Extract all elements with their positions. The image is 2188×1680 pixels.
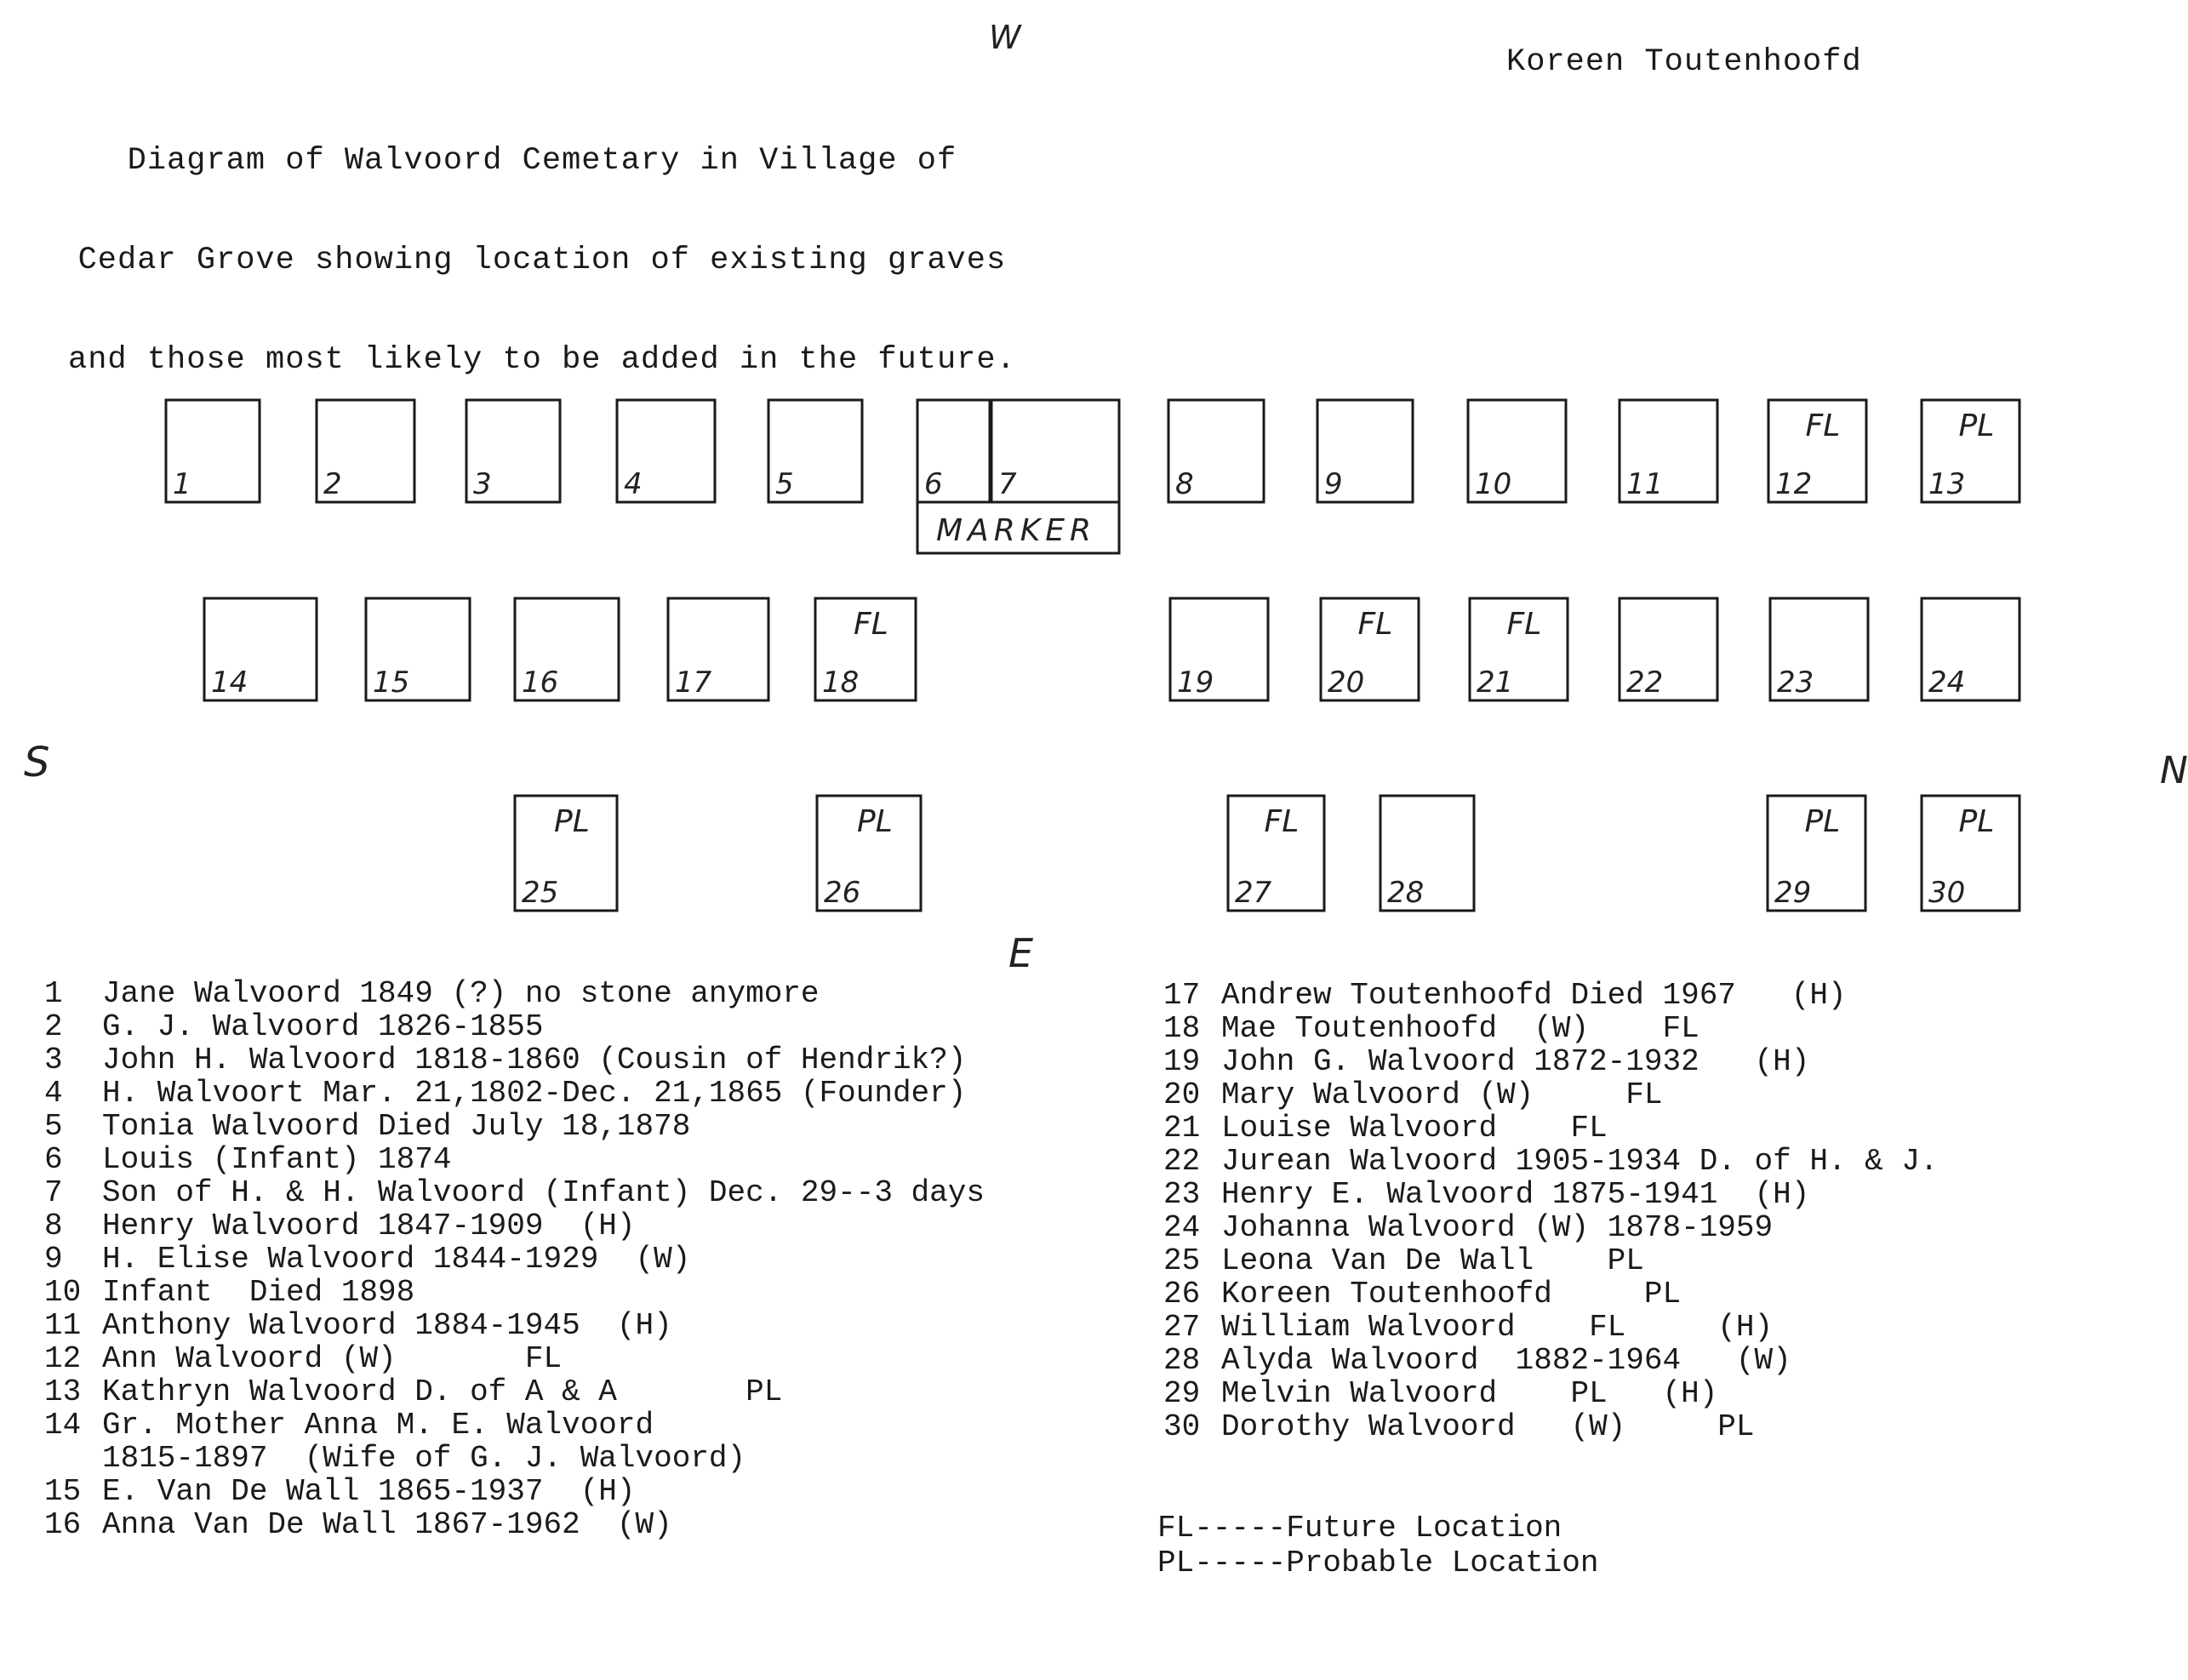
legend-entry-number: 13 bbox=[44, 1374, 82, 1409]
legend-entry bbox=[44, 1276, 985, 1309]
plot-location-tag: FL bbox=[1264, 804, 1300, 839]
grave-plot-30 bbox=[1922, 796, 2019, 911]
legend-entry-number: 6 bbox=[44, 1142, 63, 1177]
legend-entry bbox=[44, 1243, 985, 1276]
grave-plot-29 bbox=[1768, 796, 1865, 911]
legend-entry-number: 15 bbox=[44, 1474, 82, 1509]
grave-plot-1 bbox=[166, 400, 260, 502]
legend-entry-text: Louise Walvoord FL bbox=[1221, 1111, 1608, 1146]
legend-entry-number: 11 bbox=[44, 1308, 82, 1343]
legend-entry-number: 21 bbox=[1163, 1111, 1201, 1146]
plot-number: 20 bbox=[1328, 666, 1365, 700]
plot-location-tag: PL bbox=[1958, 409, 1995, 443]
legend-entry-number: 30 bbox=[1163, 1409, 1201, 1444]
key-future-location: FL-----Future Location bbox=[1157, 1511, 1562, 1546]
grave-plot-19 bbox=[1170, 598, 1268, 700]
grave-legend-left bbox=[44, 977, 985, 1541]
legend-entry-number: 27 bbox=[1163, 1310, 1201, 1345]
plot-number: 28 bbox=[1387, 876, 1425, 910]
legend-entry bbox=[44, 1375, 985, 1409]
legend-entry-number: 1 bbox=[44, 976, 63, 1011]
legend-entry-number: 22 bbox=[1163, 1144, 1201, 1179]
legend-entry-text: Jane Walvoord 1849 (?) no stone anymore bbox=[102, 976, 820, 1011]
legend-entry-text: Gr. Mother Anna M. E. Walvoord bbox=[102, 1408, 654, 1443]
plot-number: 5 bbox=[775, 467, 794, 501]
legend-entry bbox=[44, 1043, 985, 1077]
legend-entry bbox=[1163, 979, 1939, 1012]
grave-plot-28 bbox=[1380, 796, 1474, 911]
legend-entry-text: H. Elise Walvoord 1844-1929 (W) bbox=[102, 1242, 691, 1277]
legend-entry bbox=[44, 977, 985, 1010]
legend-entry-text: Koreen Toutenhoofd PL bbox=[1221, 1277, 1682, 1311]
legend-entry bbox=[1163, 1277, 1939, 1311]
plot-location-tag: PL bbox=[1804, 804, 1841, 839]
legend-entry bbox=[1163, 1178, 1939, 1211]
plot-number: 21 bbox=[1477, 666, 1514, 700]
legend-entry-text: Melvin Walvoord PL (H) bbox=[1221, 1376, 1718, 1411]
grave-plot-24 bbox=[1922, 598, 2019, 700]
plot-number: 2 bbox=[323, 467, 342, 501]
legend-entry bbox=[44, 1176, 985, 1209]
legend-entry-number: 26 bbox=[1163, 1277, 1201, 1311]
legend-entry-text: Son of H. & H. Walvoord (Infant) Dec. 29--3 days bbox=[102, 1175, 985, 1210]
legend-entry-number: 3 bbox=[44, 1043, 63, 1077]
legend-entry-number: 8 bbox=[44, 1209, 63, 1243]
legend-entry bbox=[44, 1209, 985, 1243]
grave-plot-15 bbox=[366, 598, 470, 700]
plot-location-tag: PL bbox=[554, 804, 590, 839]
plot-number: 26 bbox=[824, 876, 861, 910]
legend-entry bbox=[1163, 1410, 1939, 1443]
location-key bbox=[1157, 1511, 1598, 1580]
grave-plot-22 bbox=[1620, 598, 1717, 700]
plot-number: 24 bbox=[1928, 666, 1966, 700]
grave-plot-10 bbox=[1468, 400, 1566, 502]
grave-plot-3 bbox=[466, 400, 560, 502]
grave-plot-17 bbox=[668, 598, 768, 700]
legend-entry-text: Dorothy Walvoord (W) PL bbox=[1221, 1409, 1755, 1444]
legend-entry-text: Henry Walvoord 1847-1909 (H) bbox=[102, 1209, 636, 1243]
legend-entry-text: Leona Van De Wall PL bbox=[1221, 1243, 1644, 1278]
grave-legend-right bbox=[1163, 979, 1939, 1443]
legend-entry bbox=[1163, 1012, 1939, 1045]
legend-entry-text: G. J. Walvoord 1826-1855 bbox=[102, 1009, 544, 1044]
author-name: Koreen Toutenhoofd bbox=[1506, 44, 1862, 80]
plot-number: 1 bbox=[173, 467, 191, 501]
legend-entry bbox=[44, 1110, 985, 1143]
plot-number: 15 bbox=[373, 666, 410, 700]
legend-entry-text: Andrew Toutenhoofd Died 1967 (H) bbox=[1221, 978, 1847, 1013]
legend-entry-text: Ann Walvoord (W) FL bbox=[102, 1341, 563, 1376]
legend-entry-number: 9 bbox=[44, 1242, 63, 1277]
legend-entry bbox=[1163, 1344, 1939, 1377]
legend-entry bbox=[44, 1010, 985, 1043]
plot-location-tag: FL bbox=[1506, 607, 1542, 642]
plot-number: 25 bbox=[522, 876, 559, 910]
plot-number: 18 bbox=[822, 666, 860, 700]
plot-number: 7 bbox=[998, 467, 1017, 501]
grave-plot-25 bbox=[515, 796, 617, 911]
legend-entry-number: 10 bbox=[44, 1275, 82, 1310]
grave-plot-23 bbox=[1770, 598, 1868, 700]
legend-entry bbox=[44, 1409, 985, 1442]
plot-number: 17 bbox=[675, 666, 712, 700]
grave-plot-11 bbox=[1620, 400, 1717, 502]
legend-entry-number: 7 bbox=[44, 1175, 63, 1210]
legend-entry bbox=[1163, 1045, 1939, 1078]
legend-entry-number: 2 bbox=[44, 1009, 63, 1044]
family-marker bbox=[917, 502, 1119, 553]
legend-entry-number: 20 bbox=[1163, 1077, 1201, 1112]
plot-number: 22 bbox=[1626, 666, 1664, 700]
plot-location-tag: FL bbox=[854, 607, 888, 642]
legend-entry-text: William Walvoord FL (H) bbox=[1221, 1310, 1774, 1345]
plot-number: 29 bbox=[1774, 876, 1812, 910]
legend-entry-number: 18 bbox=[1163, 1011, 1201, 1046]
legend-entry bbox=[44, 1342, 985, 1375]
legend-entry bbox=[44, 1143, 985, 1176]
legend-entry bbox=[44, 1309, 985, 1342]
legend-entry-text: Anthony Walvoord 1884-1945 (H) bbox=[102, 1308, 672, 1343]
grave-plot-16 bbox=[515, 598, 619, 700]
legend-entry-number: 24 bbox=[1163, 1210, 1201, 1245]
legend-entry bbox=[1163, 1078, 1939, 1111]
legend-entry-number: 29 bbox=[1163, 1376, 1201, 1411]
grave-plot-26 bbox=[817, 796, 921, 911]
legend-entry bbox=[44, 1475, 985, 1508]
compass-south: S bbox=[24, 739, 50, 786]
plot-number: 4 bbox=[624, 467, 643, 501]
legend-entry bbox=[1163, 1145, 1939, 1178]
title-line-1: Diagram of Walvoord Cemetary in Village of bbox=[127, 143, 957, 179]
legend-entry-text: Kathryn Walvoord D. of A & A PL bbox=[102, 1374, 783, 1409]
legend-entry-continuation: 1815-1897 (Wife of G. J. Walvoord) bbox=[102, 1441, 746, 1476]
grave-plot-9 bbox=[1317, 400, 1413, 502]
grave-plot-14 bbox=[204, 598, 317, 700]
plot-number: 11 bbox=[1626, 467, 1664, 501]
legend-entry bbox=[1163, 1377, 1939, 1410]
legend-entry-text: John G. Walvoord 1872-1932 (H) bbox=[1221, 1044, 1810, 1079]
legend-entry-text: H. Walvoort Mar. 21,1802-Dec. 21,1865 (Founder) bbox=[102, 1076, 967, 1111]
legend-entry-text: Mary Walvoord (W) FL bbox=[1221, 1077, 1663, 1112]
key-probable-location: PL-----Probable Location bbox=[1157, 1546, 1599, 1580]
grave-plot-4 bbox=[617, 400, 715, 502]
grave-plot-2 bbox=[317, 400, 414, 502]
legend-entry-text: Johanna Walvoord (W) 1878-1959 bbox=[1221, 1210, 1774, 1245]
legend-entry-text: Jurean Walvoord 1905-1934 D. of H. & J. bbox=[1221, 1144, 1939, 1179]
plot-number: 12 bbox=[1775, 467, 1813, 501]
plot-number: 23 bbox=[1777, 666, 1814, 700]
plot-number: 27 bbox=[1235, 876, 1272, 910]
grave-plot-6 bbox=[917, 400, 990, 502]
title-line-2: Cedar Grove showing location of existing graves bbox=[77, 243, 1007, 278]
legend-entry bbox=[44, 1508, 985, 1541]
legend-entry-number: 17 bbox=[1163, 978, 1201, 1013]
legend-entry-number: 5 bbox=[44, 1109, 63, 1144]
legend-entry-text: Alyda Walvoord 1882-1964 (W) bbox=[1221, 1343, 1791, 1378]
grave-plot-12 bbox=[1768, 400, 1866, 502]
plot-location-tag: FL bbox=[1357, 607, 1393, 642]
grave-plot-18 bbox=[815, 598, 916, 700]
grave-plot-8 bbox=[1168, 400, 1264, 502]
legend-entry bbox=[1163, 1244, 1939, 1277]
plot-location-tag: PL bbox=[857, 804, 893, 839]
legend-entry-text: E. Van De Wall 1865-1937 (H) bbox=[102, 1474, 636, 1509]
grave-plot-13 bbox=[1922, 400, 2019, 502]
legend-entry-text: Infant Died 1898 bbox=[102, 1275, 415, 1310]
legend-entry-text: Henry E. Walvoord 1875-1941 (H) bbox=[1221, 1177, 1810, 1212]
legend-entry-text: Anna Van De Wall 1867-1962 (W) bbox=[102, 1507, 672, 1542]
compass-west: W bbox=[989, 19, 1021, 56]
compass-east: E bbox=[1008, 930, 1034, 976]
legend-entry-text: Louis (Infant) 1874 bbox=[102, 1142, 452, 1177]
legend-entry bbox=[1163, 1211, 1939, 1244]
legend-entry bbox=[1163, 1311, 1939, 1344]
plot-number: 16 bbox=[522, 666, 559, 700]
legend-entry-text: Tonia Walvoord Died July 18,1878 bbox=[102, 1109, 691, 1144]
plot-number: 9 bbox=[1324, 467, 1343, 501]
legend-entry-number: 28 bbox=[1163, 1343, 1201, 1378]
grave-plot-7 bbox=[991, 400, 1119, 502]
legend-entry-number: 19 bbox=[1163, 1044, 1201, 1079]
legend-entry bbox=[44, 1077, 985, 1110]
plot-location-tag: FL bbox=[1805, 409, 1841, 443]
legend-entry-number: 4 bbox=[44, 1076, 63, 1111]
legend-entry-number: 23 bbox=[1163, 1177, 1201, 1212]
legend-entry-number: 12 bbox=[44, 1341, 82, 1376]
plot-number: 30 bbox=[1928, 876, 1966, 910]
grave-plot-27 bbox=[1228, 796, 1324, 911]
plot-number: 13 bbox=[1928, 467, 1966, 501]
marker-label: MARKER bbox=[936, 513, 1097, 548]
grave-plot-5 bbox=[768, 400, 862, 502]
grave-plot-20 bbox=[1321, 598, 1419, 700]
plot-number: 8 bbox=[1175, 467, 1194, 501]
plot-number: 6 bbox=[924, 467, 943, 501]
legend-entry-number: 16 bbox=[44, 1507, 82, 1542]
plot-location-tag: PL bbox=[1958, 804, 1995, 839]
plot-number: 10 bbox=[1475, 467, 1512, 501]
title-line-3: and those most likely to be added in the future. bbox=[68, 342, 1016, 378]
legend-entry-number: 25 bbox=[1163, 1243, 1201, 1278]
compass-north: N bbox=[2160, 749, 2188, 792]
legend-entry bbox=[1163, 1111, 1939, 1145]
plot-number: 3 bbox=[473, 467, 492, 501]
legend-entry-text: Mae Toutenhoofd (W) FL bbox=[1221, 1011, 1700, 1046]
plot-number: 19 bbox=[1177, 666, 1214, 700]
plot-number: 14 bbox=[211, 666, 249, 700]
legend-entry-text: John H. Walvoord 1818-1860 (Cousin of Hendrik?) bbox=[102, 1043, 967, 1077]
grave-plot-21 bbox=[1470, 598, 1568, 700]
legend-entry-number: 14 bbox=[44, 1408, 82, 1443]
